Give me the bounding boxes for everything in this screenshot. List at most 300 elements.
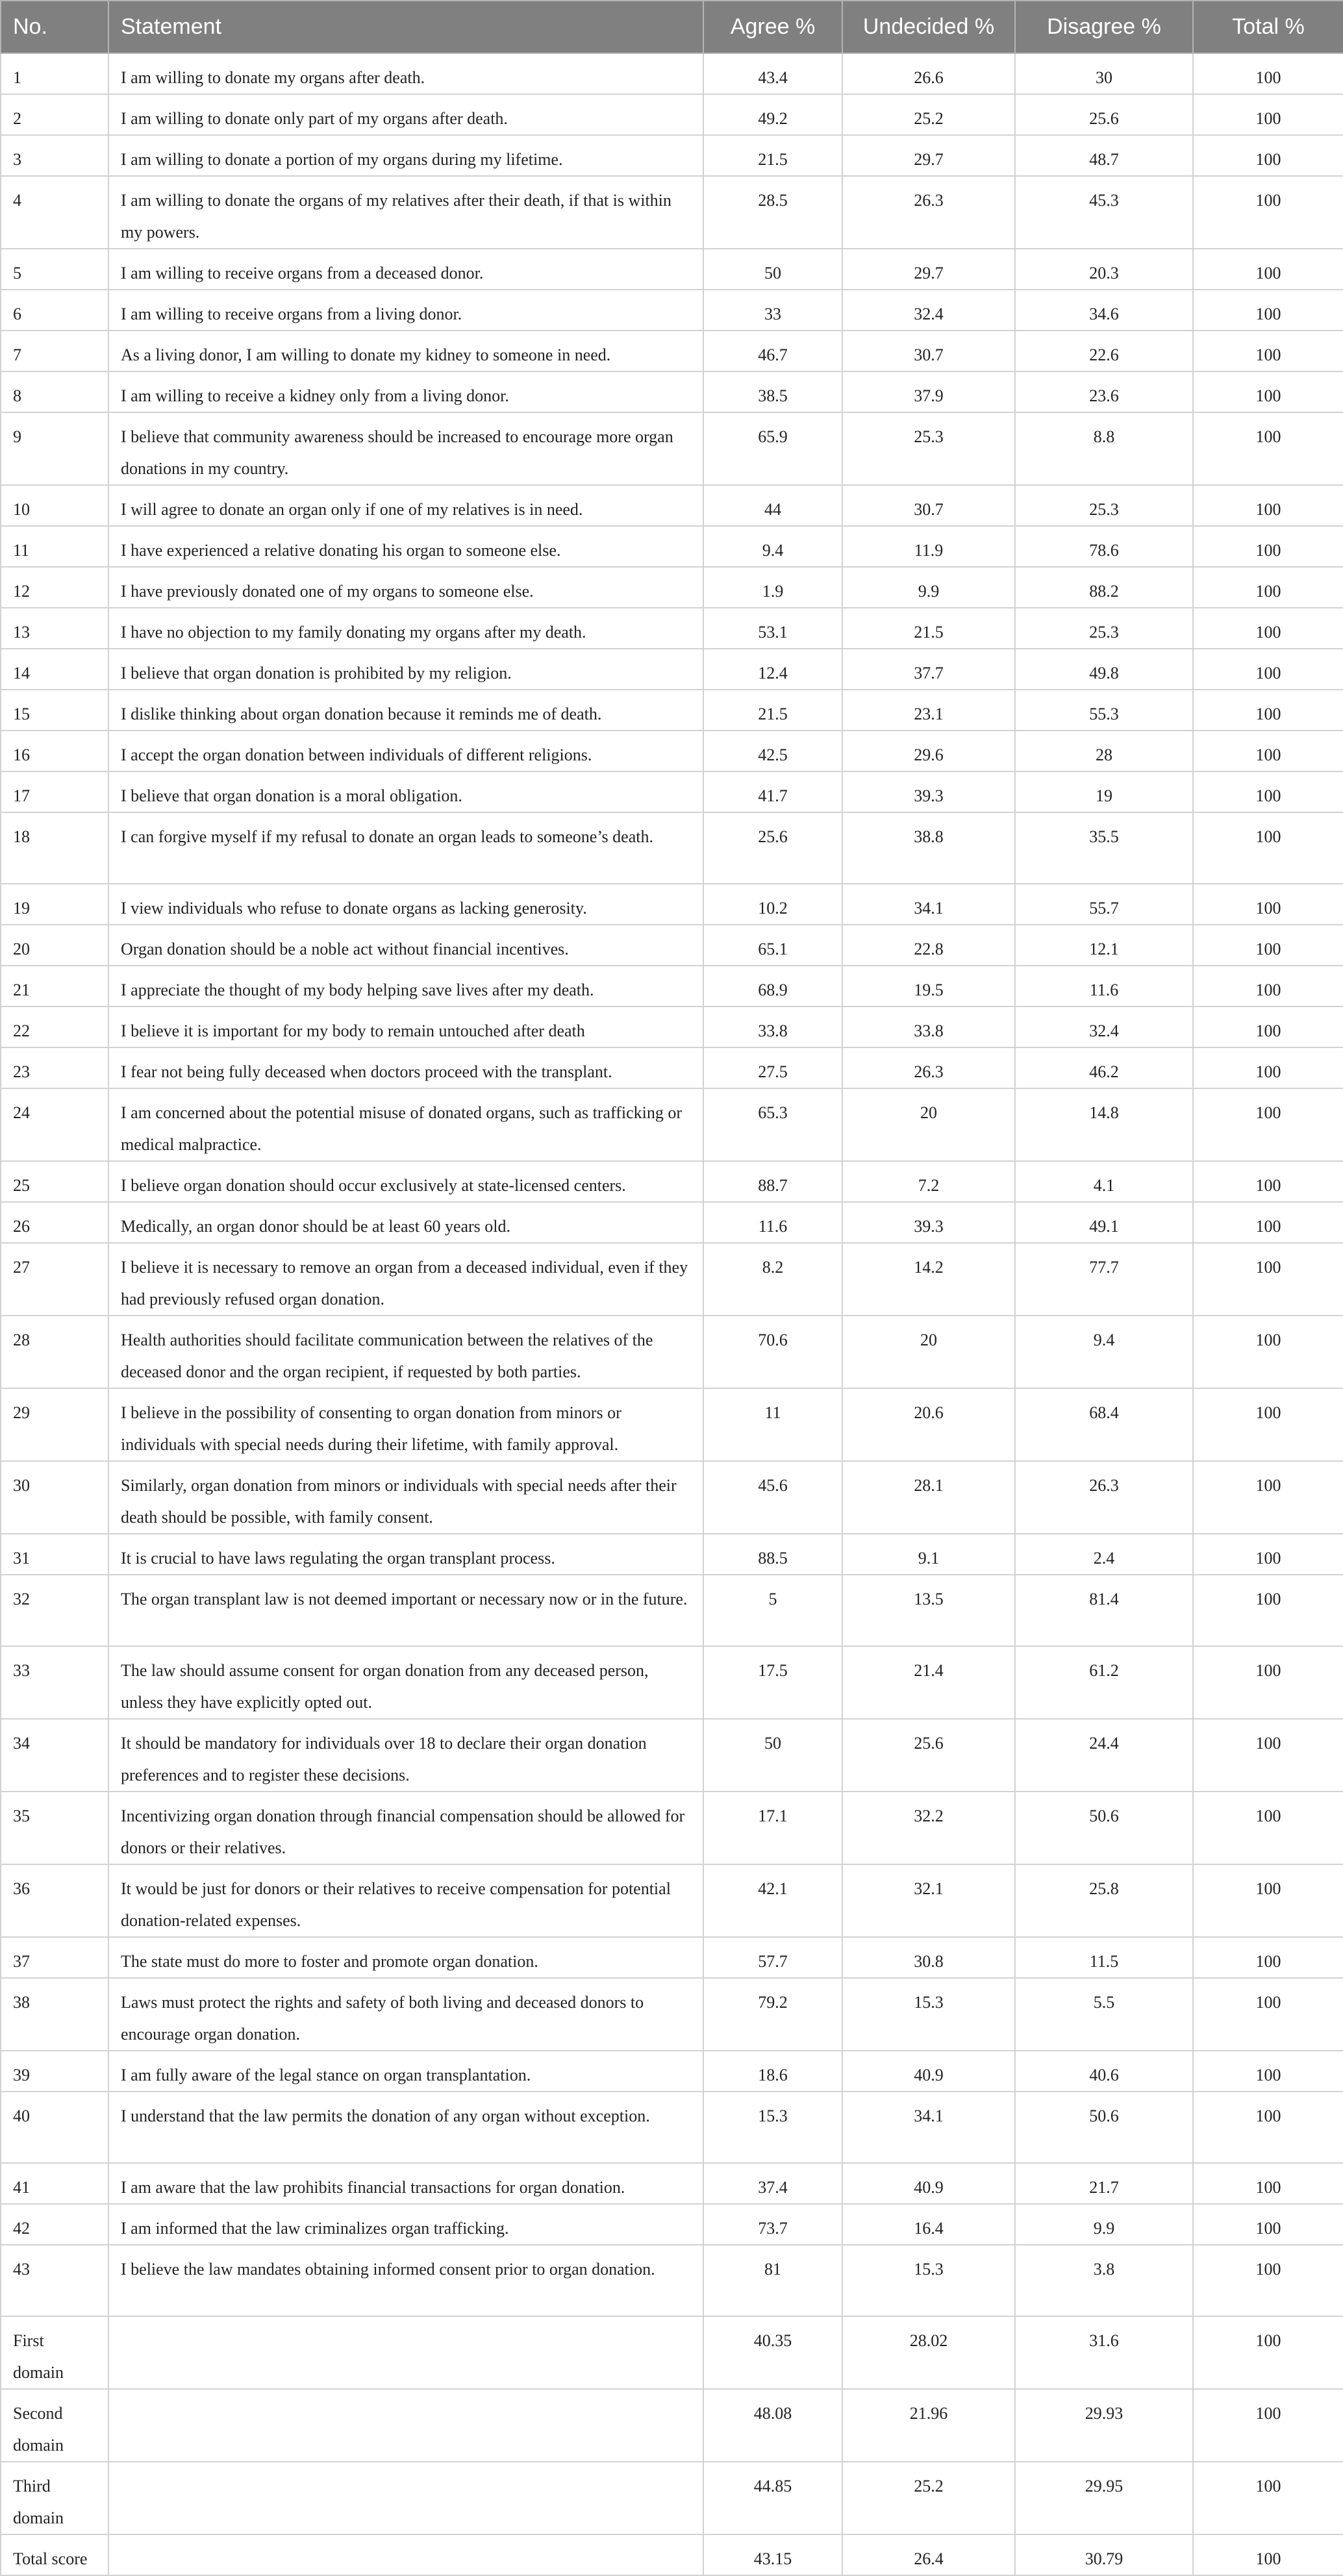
cell-undecided: 32.1 xyxy=(842,1864,1015,1937)
cell-agree: 44.85 xyxy=(703,2462,842,2534)
cell-no: 26 xyxy=(1,1202,108,1243)
cell-statement: I have previously donated one of my organs to someone else. xyxy=(108,567,703,608)
cell-undecided: 7.2 xyxy=(842,1161,1015,1202)
cell-total: 100 xyxy=(1193,1978,1343,2051)
cell-undecided: 34.1 xyxy=(842,884,1015,925)
cell-agree: 8.2 xyxy=(703,1243,842,1316)
cell-undecided: 30.7 xyxy=(842,485,1015,526)
cell-undecided: 28.02 xyxy=(842,2316,1015,2389)
cell-disagree: 11.6 xyxy=(1015,966,1193,1007)
cell-total: 100 xyxy=(1193,53,1343,94)
cell-agree: 18.6 xyxy=(703,2051,842,2092)
cell-agree: 11.6 xyxy=(703,1202,842,1243)
cell-total: 100 xyxy=(1193,2204,1343,2245)
table-row xyxy=(1,771,1343,812)
cell-agree: 44 xyxy=(703,485,842,526)
cell-undecided: 9.1 xyxy=(842,1534,1015,1575)
cell-agree: 40.35 xyxy=(703,2316,842,2389)
cell-undecided: 38.8 xyxy=(842,812,1015,884)
cell-no: 2 xyxy=(1,94,108,135)
cell-statement: I am willing to donate a portion of my organs during my lifetime. xyxy=(108,135,703,176)
cell-no: 3 xyxy=(1,135,108,176)
cell-total: 100 xyxy=(1193,331,1343,371)
cell-no: 18 xyxy=(1,812,108,884)
cell-agree: 33.8 xyxy=(703,1007,842,1047)
cell-agree: 57.7 xyxy=(703,1937,842,1978)
cell-statement: The organ transplant law is not deemed important or necessary now or in the future. xyxy=(108,1575,703,1646)
table-row xyxy=(1,1202,1343,1243)
cell-agree: 33 xyxy=(703,290,842,331)
cell-no: 9 xyxy=(1,412,108,485)
cell-disagree: 78.6 xyxy=(1015,526,1193,567)
cell-no: 12 xyxy=(1,567,108,608)
table-row xyxy=(1,1864,1343,1937)
cell-statement: I am aware that the law prohibits financial transactions for organ donation. xyxy=(108,2163,703,2204)
cell-disagree: 55.7 xyxy=(1015,884,1193,925)
cell-agree: 38.5 xyxy=(703,371,842,412)
cell-disagree: 30.79 xyxy=(1015,2534,1193,2575)
cell-total: 100 xyxy=(1193,2534,1343,2575)
cell-no: 42 xyxy=(1,2204,108,2245)
cell-statement: It should be mandatory for individuals over 18 to declare their organ donation preferences and to register these decisions. xyxy=(108,1719,703,1792)
cell-total: 100 xyxy=(1193,2245,1343,2316)
cell-statement: I can forgive myself if my refusal to donate an organ leads to someone’s death. xyxy=(108,812,703,884)
table-row xyxy=(1,1978,1343,2051)
cell-total: 100 xyxy=(1193,731,1343,771)
cell-statement: Organ donation should be a noble act without financial incentives. xyxy=(108,925,703,966)
cell-agree: 65.3 xyxy=(703,1088,842,1161)
cell-no: 20 xyxy=(1,925,108,966)
cell-agree: 43.15 xyxy=(703,2534,842,2575)
cell-agree: 65.1 xyxy=(703,925,842,966)
cell-statement: It would be just for donors or their relatives to receive compensation for potential donation-related expenses. xyxy=(108,1864,703,1937)
cell-total: 100 xyxy=(1193,2462,1343,2534)
cell-total: 100 xyxy=(1193,1388,1343,1461)
cell-agree: 88.7 xyxy=(703,1161,842,1202)
cell-total: 100 xyxy=(1193,1316,1343,1388)
cell-undecided: 20.6 xyxy=(842,1388,1015,1461)
cell-agree: 27.5 xyxy=(703,1047,842,1088)
cell-agree: 88.5 xyxy=(703,1534,842,1575)
cell-statement xyxy=(108,2316,703,2389)
cell-total: 100 xyxy=(1193,2051,1343,2092)
table-row xyxy=(1,1719,1343,1792)
cell-disagree: 31.6 xyxy=(1015,2316,1193,2389)
cell-no: 24 xyxy=(1,1088,108,1161)
table-row xyxy=(1,1646,1343,1719)
cell-no: 6 xyxy=(1,290,108,331)
table-body xyxy=(1,53,1343,2575)
cell-total: 100 xyxy=(1193,1202,1343,1243)
cell-agree: 11 xyxy=(703,1388,842,1461)
cell-no: 28 xyxy=(1,1316,108,1388)
table-row xyxy=(1,966,1343,1007)
cell-disagree: 48.7 xyxy=(1015,135,1193,176)
table-row xyxy=(1,1792,1343,1864)
table-row xyxy=(1,2092,1343,2163)
cell-no: 40 xyxy=(1,2092,108,2163)
table-row xyxy=(1,649,1343,690)
cell-statement: I have no objection to my family donating my organs after my death. xyxy=(108,608,703,649)
cell-statement: Similarly, organ donation from minors or individuals with special needs after their death should be possible, with family consent. xyxy=(108,1461,703,1534)
cell-agree: 79.2 xyxy=(703,1978,842,2051)
table-row xyxy=(1,1575,1343,1646)
cell-undecided: 21.4 xyxy=(842,1646,1015,1719)
cell-disagree: 26.3 xyxy=(1015,1461,1193,1534)
cell-disagree: 49.1 xyxy=(1015,1202,1193,1243)
cell-agree: 37.4 xyxy=(703,2163,842,2204)
cell-statement: I am informed that the law criminalizes organ trafficking. xyxy=(108,2204,703,2245)
table-row xyxy=(1,812,1343,884)
cell-undecided: 21.96 xyxy=(842,2389,1015,2462)
cell-total: 100 xyxy=(1193,94,1343,135)
table-row xyxy=(1,925,1343,966)
cell-agree: 68.9 xyxy=(703,966,842,1007)
table-row xyxy=(1,567,1343,608)
table-row xyxy=(1,1316,1343,1388)
cell-undecided: 26.6 xyxy=(842,53,1015,94)
table-row xyxy=(1,1007,1343,1047)
cell-no: 4 xyxy=(1,176,108,249)
cell-no: 10 xyxy=(1,485,108,526)
cell-total: 100 xyxy=(1193,1864,1343,1937)
cell-undecided: 15.3 xyxy=(842,2245,1015,2316)
cell-agree: 21.5 xyxy=(703,690,842,731)
cell-no: 41 xyxy=(1,2163,108,2204)
cell-undecided: 30.7 xyxy=(842,331,1015,371)
cell-undecided: 26.3 xyxy=(842,1047,1015,1088)
cell-no: 15 xyxy=(1,690,108,731)
cell-statement: The law should assume consent for organ donation from any deceased person, unless they have explicitly opted out. xyxy=(108,1646,703,1719)
cell-disagree: 3.8 xyxy=(1015,2245,1193,2316)
header-no: No. xyxy=(1,1,108,53)
cell-no: 17 xyxy=(1,771,108,812)
cell-statement: I will agree to donate an organ only if one of my relatives is in need. xyxy=(108,485,703,526)
cell-disagree: 2.4 xyxy=(1015,1534,1193,1575)
cell-statement xyxy=(108,2462,703,2534)
table-row xyxy=(1,412,1343,485)
cell-no: 23 xyxy=(1,1047,108,1088)
cell-disagree: 28 xyxy=(1015,731,1193,771)
cell-undecided: 29.6 xyxy=(842,731,1015,771)
cell-disagree: 29.93 xyxy=(1015,2389,1193,2462)
cell-total: 100 xyxy=(1193,412,1343,485)
cell-statement: As a living donor, I am willing to donate my kidney to someone in need. xyxy=(108,331,703,371)
cell-statement: I accept the organ donation between individuals of different religions. xyxy=(108,731,703,771)
cell-no: 16 xyxy=(1,731,108,771)
cell-undecided: 11.9 xyxy=(842,526,1015,567)
cell-undecided: 39.3 xyxy=(842,1202,1015,1243)
cell-agree: 12.4 xyxy=(703,649,842,690)
cell-undecided: 26.3 xyxy=(842,176,1015,249)
cell-undecided: 25.6 xyxy=(842,1719,1015,1792)
cell-statement: I believe organ donation should occur exclusively at state-licensed centers. xyxy=(108,1161,703,1202)
cell-disagree: 35.5 xyxy=(1015,812,1193,884)
table-row xyxy=(1,1088,1343,1161)
table-row xyxy=(1,608,1343,649)
cell-agree: 53.1 xyxy=(703,608,842,649)
cell-agree: 46.7 xyxy=(703,331,842,371)
cell-no: 34 xyxy=(1,1719,108,1792)
cell-no: 19 xyxy=(1,884,108,925)
cell-statement: Laws must protect the rights and safety of both living and deceased donors to encourage organ donation. xyxy=(108,1978,703,2051)
cell-total: 100 xyxy=(1193,884,1343,925)
cell-statement: I believe in the possibility of consenting to organ donation from minors or individuals with special needs during their lifetime, with family approval. xyxy=(108,1388,703,1461)
table-row xyxy=(1,2316,1343,2389)
cell-undecided: 14.2 xyxy=(842,1243,1015,1316)
cell-agree: 41.7 xyxy=(703,771,842,812)
cell-agree: 17.5 xyxy=(703,1646,842,1719)
cell-total: 100 xyxy=(1193,176,1343,249)
cell-undecided: 20 xyxy=(842,1088,1015,1161)
cell-total: 100 xyxy=(1193,2163,1343,2204)
table-row xyxy=(1,1047,1343,1088)
cell-total: 100 xyxy=(1193,290,1343,331)
cell-total: 100 xyxy=(1193,526,1343,567)
cell-total: 100 xyxy=(1193,690,1343,731)
cell-statement: I fear not being fully deceased when doctors proceed with the transplant. xyxy=(108,1047,703,1088)
cell-no: Total score xyxy=(1,2534,108,2575)
cell-agree: 50 xyxy=(703,1719,842,1792)
cell-undecided: 19.5 xyxy=(842,966,1015,1007)
cell-statement: I am willing to donate only part of my organs after death. xyxy=(108,94,703,135)
cell-disagree: 25.3 xyxy=(1015,485,1193,526)
cell-total: 100 xyxy=(1193,1937,1343,1978)
cell-no: 37 xyxy=(1,1937,108,1978)
cell-statement: I view individuals who refuse to donate organs as lacking generosity. xyxy=(108,884,703,925)
cell-disagree: 50.6 xyxy=(1015,2092,1193,2163)
cell-total: 100 xyxy=(1193,1007,1343,1047)
cell-undecided: 16.4 xyxy=(842,2204,1015,2245)
cell-disagree: 29.95 xyxy=(1015,2462,1193,2534)
header-total: Total % xyxy=(1193,1,1343,53)
cell-statement: It is crucial to have laws regulating the organ transplant process. xyxy=(108,1534,703,1575)
cell-undecided: 37.7 xyxy=(842,649,1015,690)
cell-undecided: 40.9 xyxy=(842,2051,1015,2092)
cell-undecided: 40.9 xyxy=(842,2163,1015,2204)
cell-undecided: 22.8 xyxy=(842,925,1015,966)
table-row xyxy=(1,1388,1343,1461)
cell-no: 8 xyxy=(1,371,108,412)
cell-disagree: 20.3 xyxy=(1015,249,1193,290)
cell-agree: 1.9 xyxy=(703,567,842,608)
table-row xyxy=(1,1461,1343,1534)
table-row xyxy=(1,1161,1343,1202)
cell-disagree: 81.4 xyxy=(1015,1575,1193,1646)
cell-statement: I appreciate the thought of my body helping save lives after my death. xyxy=(108,966,703,1007)
table-row xyxy=(1,1534,1343,1575)
cell-no: 35 xyxy=(1,1792,108,1864)
cell-undecided: 29.7 xyxy=(842,135,1015,176)
cell-statement: I am willing to donate the organs of my relatives after their death, if that is within my powers. xyxy=(108,176,703,249)
cell-total: 100 xyxy=(1193,1534,1343,1575)
cell-agree: 49.2 xyxy=(703,94,842,135)
cell-total: 100 xyxy=(1193,649,1343,690)
cell-no: 29 xyxy=(1,1388,108,1461)
cell-statement: Incentivizing organ donation through financial compensation should be allowed for donors or their relatives. xyxy=(108,1792,703,1864)
table-row xyxy=(1,249,1343,290)
cell-disagree: 12.1 xyxy=(1015,925,1193,966)
cell-undecided: 9.9 xyxy=(842,567,1015,608)
table-row xyxy=(1,731,1343,771)
header-undecided: Undecided % xyxy=(842,1,1015,53)
table-row xyxy=(1,2051,1343,2092)
cell-undecided: 29.7 xyxy=(842,249,1015,290)
cell-undecided: 25.2 xyxy=(842,2462,1015,2534)
cell-total: 100 xyxy=(1193,966,1343,1007)
cell-no: 22 xyxy=(1,1007,108,1047)
table-row xyxy=(1,135,1343,176)
cell-total: 100 xyxy=(1193,1243,1343,1316)
cell-total: 100 xyxy=(1193,771,1343,812)
cell-statement: I believe it is important for my body to remain untouched after death xyxy=(108,1007,703,1047)
cell-undecided: 25.3 xyxy=(842,412,1015,485)
cell-no: 31 xyxy=(1,1534,108,1575)
cell-no: 7 xyxy=(1,331,108,371)
cell-statement: I am willing to receive a kidney only from a living donor. xyxy=(108,371,703,412)
table-row xyxy=(1,2389,1343,2462)
table-row xyxy=(1,1937,1343,1978)
cell-agree: 9.4 xyxy=(703,526,842,567)
cell-no: 33 xyxy=(1,1646,108,1719)
cell-disagree: 23.6 xyxy=(1015,371,1193,412)
cell-disagree: 49.8 xyxy=(1015,649,1193,690)
cell-statement: I believe that community awareness should be increased to encourage more organ donations in my country. xyxy=(108,412,703,485)
cell-no: 39 xyxy=(1,2051,108,2092)
cell-total: 100 xyxy=(1193,1575,1343,1646)
cell-total: 100 xyxy=(1193,135,1343,176)
cell-disagree: 46.2 xyxy=(1015,1047,1193,1088)
cell-agree: 5 xyxy=(703,1575,842,1646)
table-row xyxy=(1,53,1343,94)
cell-disagree: 61.2 xyxy=(1015,1646,1193,1719)
cell-total: 100 xyxy=(1193,567,1343,608)
cell-undecided: 33.8 xyxy=(842,1007,1015,1047)
table-row xyxy=(1,2462,1343,2534)
cell-statement: I believe that organ donation is prohibited by my religion. xyxy=(108,649,703,690)
cell-disagree: 11.5 xyxy=(1015,1937,1193,1978)
cell-statement: I am willing to receive organs from a living donor. xyxy=(108,290,703,331)
cell-statement: The state must do more to foster and promote organ donation. xyxy=(108,1937,703,1978)
cell-statement: I have experienced a relative donating his organ to someone else. xyxy=(108,526,703,567)
cell-disagree: 25.6 xyxy=(1015,94,1193,135)
cell-total: 100 xyxy=(1193,812,1343,884)
cell-statement: I believe that organ donation is a moral obligation. xyxy=(108,771,703,812)
cell-total: 100 xyxy=(1193,2389,1343,2462)
cell-disagree: 34.6 xyxy=(1015,290,1193,331)
cell-disagree: 30 xyxy=(1015,53,1193,94)
cell-undecided: 37.9 xyxy=(842,371,1015,412)
cell-statement: Medically, an organ donor should be at least 60 years old. xyxy=(108,1202,703,1243)
cell-agree: 28.5 xyxy=(703,176,842,249)
header-agree: Agree % xyxy=(703,1,842,53)
cell-total: 100 xyxy=(1193,1719,1343,1792)
table-row xyxy=(1,485,1343,526)
cell-no: 30 xyxy=(1,1461,108,1534)
cell-disagree: 40.6 xyxy=(1015,2051,1193,2092)
cell-statement: I believe the law mandates obtaining informed consent prior to organ donation. xyxy=(108,2245,703,2316)
cell-disagree: 32.4 xyxy=(1015,1007,1193,1047)
cell-no: 5 xyxy=(1,249,108,290)
cell-total: 100 xyxy=(1193,1047,1343,1088)
cell-disagree: 45.3 xyxy=(1015,176,1193,249)
cell-no: 38 xyxy=(1,1978,108,2051)
table-header xyxy=(1,1,1343,53)
cell-disagree: 50.6 xyxy=(1015,1792,1193,1864)
cell-statement: Health authorities should facilitate communication between the relatives of the deceased donor and the organ recipient, if requested by both parties. xyxy=(108,1316,703,1388)
cell-undecided: 32.4 xyxy=(842,290,1015,331)
table-row xyxy=(1,2163,1343,2204)
cell-undecided: 30.8 xyxy=(842,1937,1015,1978)
cell-agree: 50 xyxy=(703,249,842,290)
cell-no: 13 xyxy=(1,608,108,649)
cell-disagree: 14.8 xyxy=(1015,1088,1193,1161)
cell-statement: I am fully aware of the legal stance on organ transplantation. xyxy=(108,2051,703,2092)
cell-agree: 42.5 xyxy=(703,731,842,771)
cell-total: 100 xyxy=(1193,1461,1343,1534)
table-row xyxy=(1,290,1343,331)
cell-agree: 48.08 xyxy=(703,2389,842,2462)
cell-undecided: 39.3 xyxy=(842,771,1015,812)
cell-no: Third domain xyxy=(1,2462,108,2534)
cell-statement: I dislike thinking about organ donation because it reminds me of death. xyxy=(108,690,703,731)
cell-disagree: 21.7 xyxy=(1015,2163,1193,2204)
cell-disagree: 9.4 xyxy=(1015,1316,1193,1388)
cell-undecided: 15.3 xyxy=(842,1978,1015,2051)
cell-disagree: 55.3 xyxy=(1015,690,1193,731)
table-row xyxy=(1,884,1343,925)
cell-disagree: 25.8 xyxy=(1015,1864,1193,1937)
cell-disagree: 77.7 xyxy=(1015,1243,1193,1316)
table-row xyxy=(1,2204,1343,2245)
table-row xyxy=(1,94,1343,135)
cell-no: 11 xyxy=(1,526,108,567)
table-row xyxy=(1,331,1343,371)
cell-no: 43 xyxy=(1,2245,108,2316)
table-row xyxy=(1,690,1343,731)
cell-agree: 21.5 xyxy=(703,135,842,176)
cell-no: 32 xyxy=(1,1575,108,1646)
header-statement: Statement xyxy=(108,1,703,53)
cell-agree: 43.4 xyxy=(703,53,842,94)
cell-undecided: 26.4 xyxy=(842,2534,1015,2575)
cell-no: 27 xyxy=(1,1243,108,1316)
cell-disagree: 25.3 xyxy=(1015,608,1193,649)
cell-disagree: 8.8 xyxy=(1015,412,1193,485)
cell-no: Second domain xyxy=(1,2389,108,2462)
cell-total: 100 xyxy=(1193,2316,1343,2389)
cell-agree: 73.7 xyxy=(703,2204,842,2245)
table-row xyxy=(1,1243,1343,1316)
cell-disagree: 88.2 xyxy=(1015,567,1193,608)
cell-statement xyxy=(108,2389,703,2462)
cell-disagree: 4.1 xyxy=(1015,1161,1193,1202)
cell-statement: I am willing to donate my organs after death. xyxy=(108,53,703,94)
cell-disagree: 5.5 xyxy=(1015,1978,1193,2051)
cell-agree: 17.1 xyxy=(703,1792,842,1864)
cell-total: 100 xyxy=(1193,1161,1343,1202)
cell-total: 100 xyxy=(1193,485,1343,526)
cell-agree: 81 xyxy=(703,2245,842,2316)
cell-total: 100 xyxy=(1193,608,1343,649)
header-row xyxy=(1,1,1343,53)
table-row xyxy=(1,2534,1343,2575)
cell-undecided: 23.1 xyxy=(842,690,1015,731)
cell-total: 100 xyxy=(1193,1088,1343,1161)
cell-no: 1 xyxy=(1,53,108,94)
cell-no: 21 xyxy=(1,966,108,1007)
cell-agree: 65.9 xyxy=(703,412,842,485)
